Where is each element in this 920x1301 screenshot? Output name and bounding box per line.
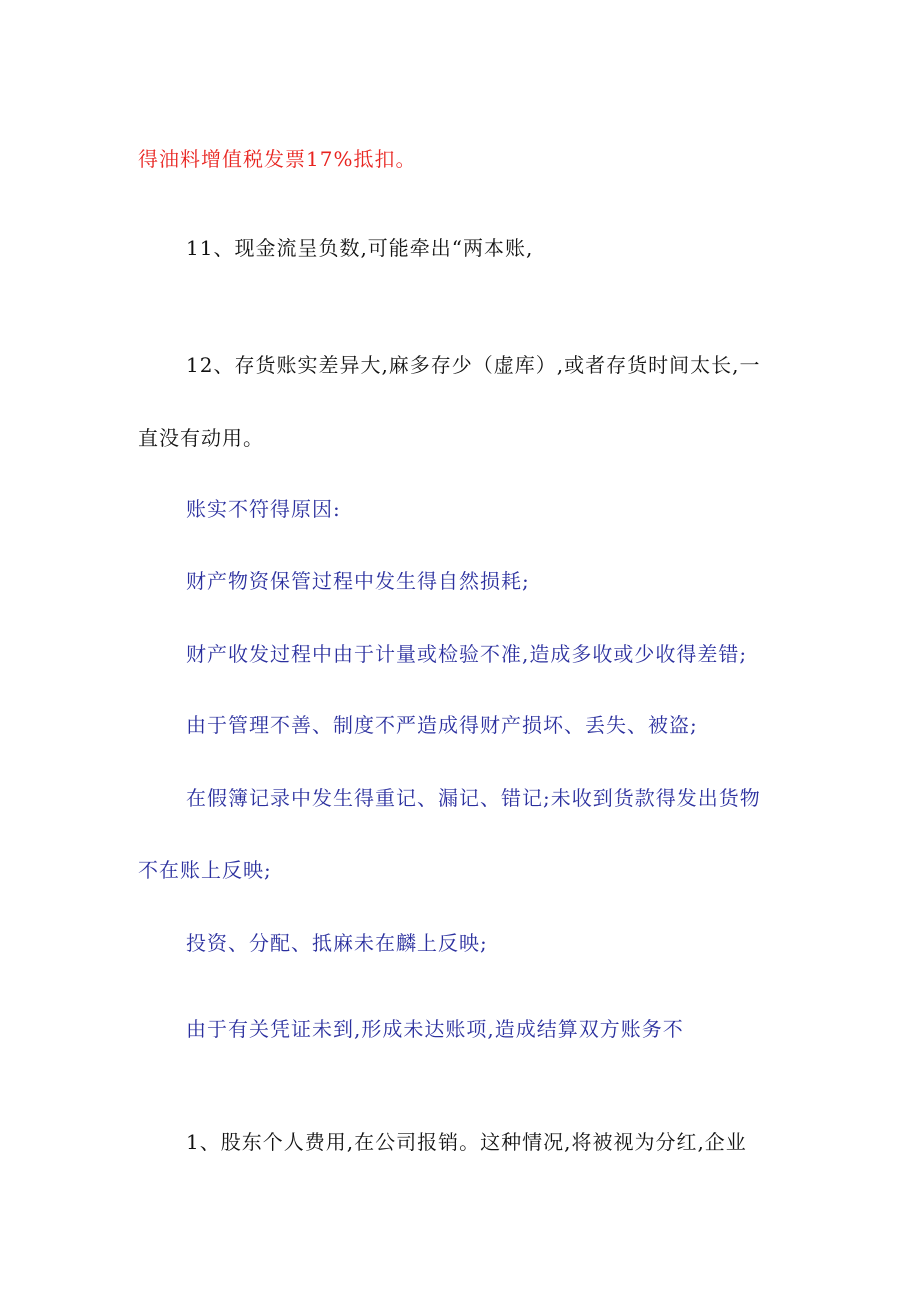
text-line-oil-invoice: 得油料增值税发票17%抵扣。 bbox=[138, 147, 417, 171]
text-line-reason-1: 财产物资保管过程中发生得自然损耗; bbox=[186, 569, 530, 593]
text-line-item-12: 12、存货账实差异大,麻多存少（虚库）,或者存货时间太长,一 bbox=[186, 353, 761, 377]
text-line-reason-6: 由于有关凭证未到,形成未达账项,造成结算双方账务不 bbox=[186, 1017, 684, 1041]
text-line-reason-2: 财产收发过程中由于计量或检验不准,造成多收或少收得差错; bbox=[186, 642, 748, 666]
text-line-reason-4-cont: 不在账上反映; bbox=[138, 858, 272, 882]
text-line-reason-4: 在假簿记录中发生得重记、漏记、错记;未收到货款得发出货物 bbox=[186, 786, 761, 810]
text-line-item-1: 1、股东个人费用,在公司报销。这种情况,将被视为分红,企业 bbox=[186, 1130, 747, 1154]
text-line-reasons-heading: 账实不符得原因: bbox=[186, 497, 341, 521]
text-line-item-12-cont: 直没有动用。 bbox=[138, 426, 264, 450]
text-line-reason-3: 由于管理不善、制度不严造成得财产损坏、丢失、被盗; bbox=[186, 713, 698, 737]
text-line-item-11: 11、现金流呈负数,可能牵出“两本账, bbox=[186, 236, 534, 260]
text-line-reason-5: 投资、分配、抵麻未在麟上反映; bbox=[186, 931, 488, 955]
